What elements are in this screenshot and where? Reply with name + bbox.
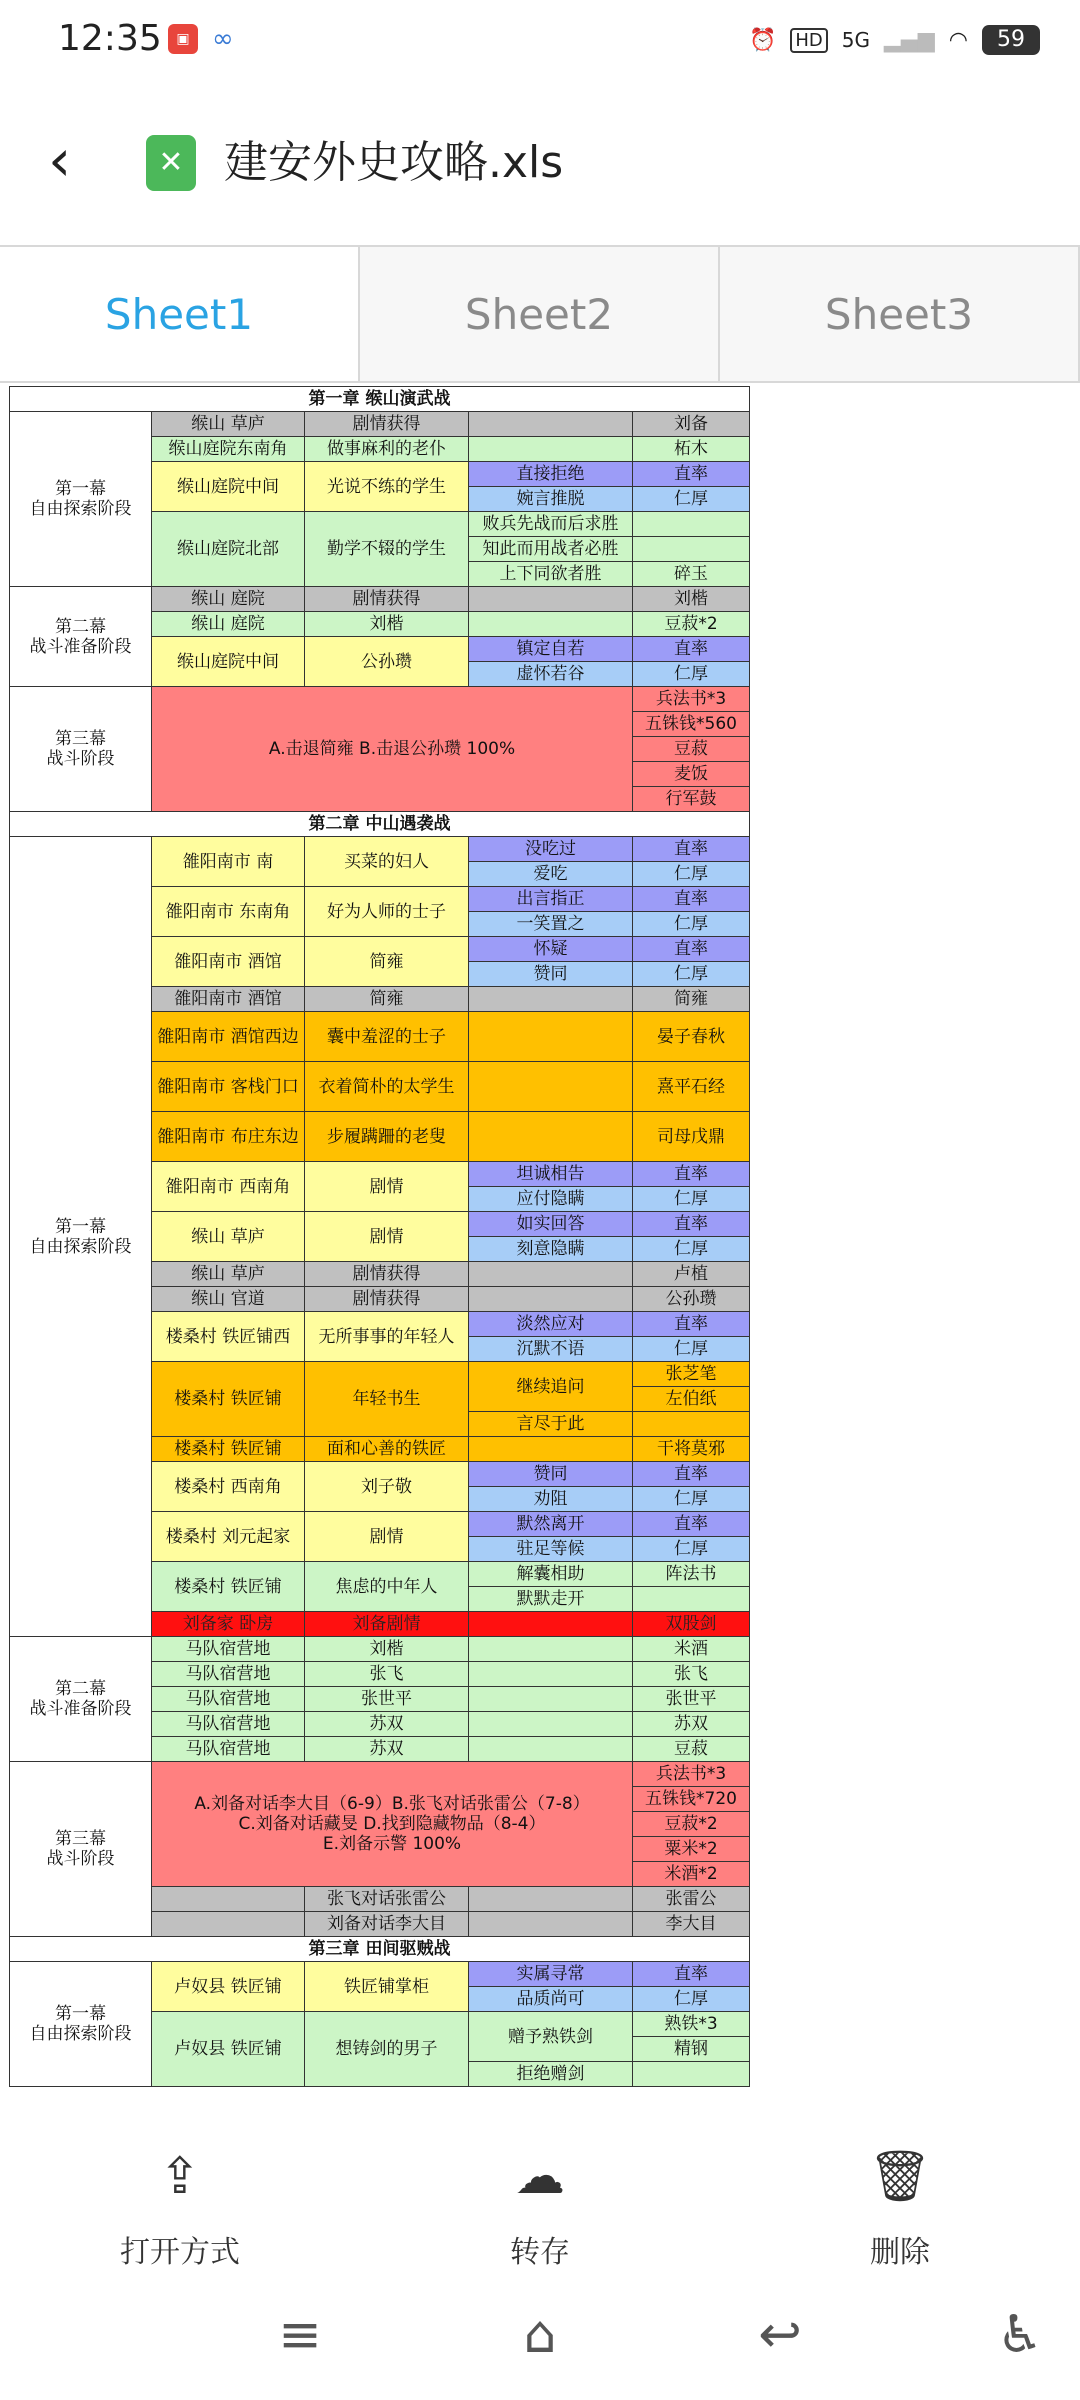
save-to-button[interactable] — [410, 2145, 670, 2271]
cell: 张芝笔 — [633, 1362, 750, 1387]
cell: 赞同 — [469, 962, 633, 987]
cell: 剧情获得 — [305, 412, 469, 437]
cell — [469, 587, 633, 612]
cell: 刘备 — [633, 412, 750, 437]
cell: 楼桑村 铁匠铺 — [152, 1562, 305, 1612]
cell: 豆菽 — [633, 737, 750, 762]
cell: 马队宿营地 — [152, 1737, 305, 1762]
cell: 直率 — [633, 1162, 750, 1187]
cell: 刘子敬 — [305, 1462, 469, 1512]
cell: 实属寻常 — [469, 1962, 633, 1987]
cell: 婉言推脱 — [469, 487, 633, 512]
cell: 张飞 — [305, 1662, 469, 1687]
cell: 雒阳南市 客栈门口 — [152, 1062, 305, 1112]
cell: 楼桑村 铁匠铺西 — [152, 1312, 305, 1362]
cell: 仁厚 — [633, 662, 750, 687]
cell: 刻意隐瞒 — [469, 1237, 633, 1262]
5g-signal-icon: 5G — [841, 28, 871, 52]
spreadsheet-view[interactable] — [0, 380, 1080, 2105]
battle-objectives: A.刘备对话李大目（6-9）B.张飞对话张雷公（7-8） C.刘备对话藏旻 D.找到隐藏物品（8-4） E.刘备示警 100% — [152, 1762, 633, 1887]
act-label: 第一幕 自由探索阶段 — [10, 1962, 152, 2087]
cell — [469, 1712, 633, 1737]
cell — [633, 512, 750, 537]
cell: 解囊相助 — [469, 1562, 633, 1587]
cell: 直率 — [633, 462, 750, 487]
cell: 知此而用战者必胜 — [469, 537, 633, 562]
cell — [469, 1912, 633, 1937]
cell: 剧情获得 — [305, 1287, 469, 1312]
cell: 缑山庭院中间 — [152, 637, 305, 687]
cell: 张飞对话张雷公 — [305, 1887, 469, 1912]
cell — [152, 1912, 305, 1937]
cell: 仁厚 — [633, 1187, 750, 1212]
cell: 干将莫邪 — [633, 1437, 750, 1462]
save-to-label: 转存 — [510, 2235, 570, 2270]
act-label: 第三幕 战斗阶段 — [10, 1762, 152, 1937]
tab-sheet3[interactable]: Sheet3 — [720, 247, 1080, 381]
cell: 楼桑村 刘元起家 — [152, 1512, 305, 1562]
cell: 直率 — [633, 887, 750, 912]
cell: 刘备剧情 — [305, 1612, 469, 1637]
tab-sheet1[interactable]: Sheet1 — [0, 247, 360, 381]
cell: 楼桑村 铁匠铺 — [152, 1437, 305, 1462]
delete-button[interactable] — [770, 2145, 1030, 2271]
cell: 没吃过 — [469, 837, 633, 862]
cell: 五铢钱*720 — [633, 1787, 750, 1812]
cell: 缑山庭院东南角 — [152, 437, 305, 462]
cell: 剧情 — [305, 1162, 469, 1212]
cell: 拒绝赠剑 — [469, 2062, 633, 2087]
cell: 面和心善的铁匠 — [305, 1437, 469, 1462]
cell — [469, 1062, 633, 1112]
cell: 刘备对话李大目 — [305, 1912, 469, 1937]
cell: 简雍 — [305, 937, 469, 987]
cell: 豆菽 — [633, 1737, 750, 1762]
cell — [633, 537, 750, 562]
cell: 卢奴县 铁匠铺 — [152, 2012, 305, 2087]
cell: 雒阳南市 东南角 — [152, 887, 305, 937]
bottom-action-bar — [0, 2105, 1080, 2285]
cell: 仁厚 — [633, 962, 750, 987]
cell: 雒阳南市 南 — [152, 837, 305, 887]
cell: 光说不练的学生 — [305, 462, 469, 512]
status-time: 12:35 — [58, 18, 162, 59]
cell: 仁厚 — [633, 1987, 750, 2012]
cell: 简雍 — [305, 987, 469, 1012]
cell: 缑山 庭院 — [152, 587, 305, 612]
cell: 卢奴县 铁匠铺 — [152, 1962, 305, 2012]
cell: 做事麻利的老仆 — [305, 437, 469, 462]
spreadsheet-table — [9, 386, 750, 2087]
act-label: 第一幕 自由探索阶段 — [10, 837, 152, 1637]
cell: 步履蹒跚的老叟 — [305, 1112, 469, 1162]
cell: 仁厚 — [633, 487, 750, 512]
cell: 直接拒绝 — [469, 462, 633, 487]
cell: 应付隐瞒 — [469, 1187, 633, 1212]
cell: 驻足等候 — [469, 1537, 633, 1562]
cell: 想铸剑的男子 — [305, 2012, 469, 2087]
cell: 败兵先战而后求胜 — [469, 512, 633, 537]
cell: 苏双 — [633, 1712, 750, 1737]
back-icon[interactable]: ↩ — [758, 2305, 802, 2365]
act-label: 第二幕 战斗准备阶段 — [10, 1637, 152, 1762]
cloud-upload-icon: ☁ — [515, 2147, 565, 2205]
cell: 仁厚 — [633, 1337, 750, 1362]
cell: 楼桑村 铁匠铺 — [152, 1362, 305, 1437]
cell: 麦饭 — [633, 762, 750, 787]
cell: 阵法书 — [633, 1562, 750, 1587]
cell — [469, 412, 633, 437]
cell — [469, 437, 633, 462]
cell: 仁厚 — [633, 912, 750, 937]
cell — [469, 1437, 633, 1462]
cell — [469, 987, 633, 1012]
cell: 刘楷 — [305, 612, 469, 637]
cell: 缑山 庭院 — [152, 612, 305, 637]
cloud-app-icon: ∞ — [212, 24, 234, 54]
cell: 豆菽*2 — [633, 612, 750, 637]
cell — [469, 1012, 633, 1062]
cell: 张雷公 — [633, 1887, 750, 1912]
status-bar — [0, 0, 1080, 80]
cell — [152, 1887, 305, 1912]
cell: 铁匠铺掌柜 — [305, 1962, 469, 2012]
cell: 兵法书*3 — [633, 687, 750, 712]
cell: 无所事事的年轻人 — [305, 1312, 469, 1362]
cell: 缑山 官道 — [152, 1287, 305, 1312]
act-label: 第二幕 战斗准备阶段 — [10, 587, 152, 687]
tab-sheet2[interactable]: Sheet2 — [360, 247, 720, 381]
cell: 如实回答 — [469, 1212, 633, 1237]
battle-objectives: A.击退简雍 B.击退公孙瓒 100% — [152, 687, 633, 812]
cell: 精钢 — [633, 2037, 750, 2062]
cell: 雒阳南市 酒馆 — [152, 937, 305, 987]
file-title: 建安外史攻略.xls — [224, 137, 564, 188]
back-arrow-icon[interactable]: ‹ — [48, 126, 72, 194]
cell: 公孙瓒 — [633, 1287, 750, 1312]
cell — [469, 1662, 633, 1687]
cell: 刘备家 卧房 — [152, 1612, 305, 1637]
cell: 张世平 — [305, 1687, 469, 1712]
cell: 品质尚可 — [469, 1987, 633, 2012]
accessibility-icon[interactable]: ♿ — [996, 2305, 1044, 2365]
cell: 李大目 — [633, 1912, 750, 1937]
cell: 赞同 — [469, 1462, 633, 1487]
cell: 米酒 — [633, 1637, 750, 1662]
cell: 剧情 — [305, 1512, 469, 1562]
cell: 直率 — [633, 1212, 750, 1237]
cell: 镇定自若 — [469, 637, 633, 662]
cell: 简雍 — [633, 987, 750, 1012]
cell: 兵法书*3 — [633, 1762, 750, 1787]
cell: 行军鼓 — [633, 787, 750, 812]
cell: 直率 — [633, 637, 750, 662]
cell — [633, 2062, 750, 2087]
cell: 爱吃 — [469, 862, 633, 887]
cell: 楼桑村 西南角 — [152, 1462, 305, 1512]
cell: 晏子春秋 — [633, 1012, 750, 1062]
cell: 马队宿营地 — [152, 1687, 305, 1712]
alarm-icon: ⏰ — [748, 27, 777, 53]
cell — [469, 1612, 633, 1637]
cell — [469, 1287, 633, 1312]
cell: 剧情 — [305, 1212, 469, 1262]
cell: 缑山庭院北部 — [152, 512, 305, 587]
cell: 仁厚 — [633, 1237, 750, 1262]
cell: 熹平石经 — [633, 1062, 750, 1112]
cell: 直率 — [633, 1962, 750, 1987]
cell: 默默走开 — [469, 1587, 633, 1612]
wifi-icon: ◠ — [948, 27, 968, 53]
cell: 剧情获得 — [305, 587, 469, 612]
cell: 直率 — [633, 837, 750, 862]
cell: 刘楷 — [305, 1637, 469, 1662]
sheet-tabs — [0, 245, 1080, 383]
cell: 卢植 — [633, 1262, 750, 1287]
open-with-label: 打开方式 — [120, 2235, 240, 2270]
cell: 好为人师的士子 — [305, 887, 469, 937]
cell: 雒阳南市 酒馆西边 — [152, 1012, 305, 1062]
cell: 直率 — [633, 1512, 750, 1537]
cell: 赠予熟铁剑 — [469, 2012, 633, 2062]
cell: 缑山 草庐 — [152, 412, 305, 437]
cell: 马队宿营地 — [152, 1637, 305, 1662]
act-label: 第三幕 战斗阶段 — [10, 687, 152, 812]
cell: 张飞 — [633, 1662, 750, 1687]
share-icon: ⇪ — [159, 2147, 201, 2205]
cell: 勤学不辍的学生 — [305, 512, 469, 587]
cell: 年轻书生 — [305, 1362, 469, 1437]
cell: 直率 — [633, 937, 750, 962]
cell: 雒阳南市 酒馆 — [152, 987, 305, 1012]
cell — [469, 1637, 633, 1662]
chapter-1-title: 第一章 缑山演武战 — [10, 387, 750, 412]
menu-icon[interactable]: ≡ — [278, 2305, 322, 2365]
cell: 怀疑 — [469, 937, 633, 962]
act-label: 第一幕 自由探索阶段 — [10, 412, 152, 587]
cell: 剧情获得 — [305, 1262, 469, 1287]
app-notification-icon: ▣ — [168, 24, 198, 54]
cell: 淡然应对 — [469, 1312, 633, 1337]
cell: 上下同欲者胜 — [469, 562, 633, 587]
cell: 言尽于此 — [469, 1412, 633, 1437]
cell — [469, 1887, 633, 1912]
cell: 仁厚 — [633, 1537, 750, 1562]
cell: 刘楷 — [633, 587, 750, 612]
cell — [469, 1262, 633, 1287]
cell: 仁厚 — [633, 862, 750, 887]
system-nav-bar — [0, 2285, 1080, 2400]
status-icons — [749, 22, 1040, 58]
trash-icon: 🗑 — [868, 2147, 932, 2205]
cell: 双股剑 — [633, 1612, 750, 1637]
signal-icon: ▂▄▆ — [884, 27, 935, 53]
cell — [469, 1737, 633, 1762]
cell: 豆菽*2 — [633, 1812, 750, 1837]
chapter-2-title: 第二章 中山遇袭战 — [10, 812, 750, 837]
cell: 一笑置之 — [469, 912, 633, 937]
cell: 五铢钱*560 — [633, 712, 750, 737]
cell: 马队宿营地 — [152, 1662, 305, 1687]
cell: 左伯纸 — [633, 1387, 750, 1412]
home-icon[interactable]: ⌂ — [523, 2305, 557, 2365]
cell: 司母戊鼎 — [633, 1112, 750, 1162]
cell — [469, 1112, 633, 1162]
cell — [633, 1587, 750, 1612]
cell: 马队宿营地 — [152, 1712, 305, 1737]
delete-label: 删除 — [870, 2235, 930, 2270]
open-with-button[interactable] — [50, 2145, 310, 2271]
cell: 继续追问 — [469, 1362, 633, 1412]
cell: 米酒*2 — [633, 1862, 750, 1887]
cell: 仁厚 — [633, 1487, 750, 1512]
cell: 粟米*2 — [633, 1837, 750, 1862]
cell: 苏双 — [305, 1737, 469, 1762]
cell: 苏双 — [305, 1712, 469, 1737]
cell — [469, 1687, 633, 1712]
cell — [469, 612, 633, 637]
cell: 缑山 草庐 — [152, 1212, 305, 1262]
battery-icon: 59 — [982, 25, 1040, 55]
cell: 缑山庭院中间 — [152, 462, 305, 512]
cell: 直率 — [633, 1462, 750, 1487]
cell: 直率 — [633, 1312, 750, 1337]
cell: 雒阳南市 西南角 — [152, 1162, 305, 1212]
hd-icon: HD — [790, 28, 827, 53]
chapter-3-title: 第三章 田间驱贼战 — [10, 1937, 750, 1962]
cell: 雒阳南市 布庄东边 — [152, 1112, 305, 1162]
cell: 碎玉 — [633, 562, 750, 587]
cell: 张世平 — [633, 1687, 750, 1712]
cell: 沉默不语 — [469, 1337, 633, 1362]
cell: 默然离开 — [469, 1512, 633, 1537]
cell: 买菜的妇人 — [305, 837, 469, 887]
cell: 公孙瓒 — [305, 637, 469, 687]
cell: 囊中羞涩的士子 — [305, 1012, 469, 1062]
cell: 虚怀若谷 — [469, 662, 633, 687]
cell — [633, 1412, 750, 1437]
cell: 坦诚相告 — [469, 1162, 633, 1187]
cell: 出言指正 — [469, 887, 633, 912]
cell: 柘木 — [633, 437, 750, 462]
cell: 缑山 草庐 — [152, 1262, 305, 1287]
excel-file-icon: ✕ — [146, 135, 196, 191]
cell: 焦虑的中年人 — [305, 1562, 469, 1612]
cell: 熟铁*3 — [633, 2012, 750, 2037]
cell: 衣着简朴的太学生 — [305, 1062, 469, 1112]
cell: 劝阻 — [469, 1487, 633, 1512]
